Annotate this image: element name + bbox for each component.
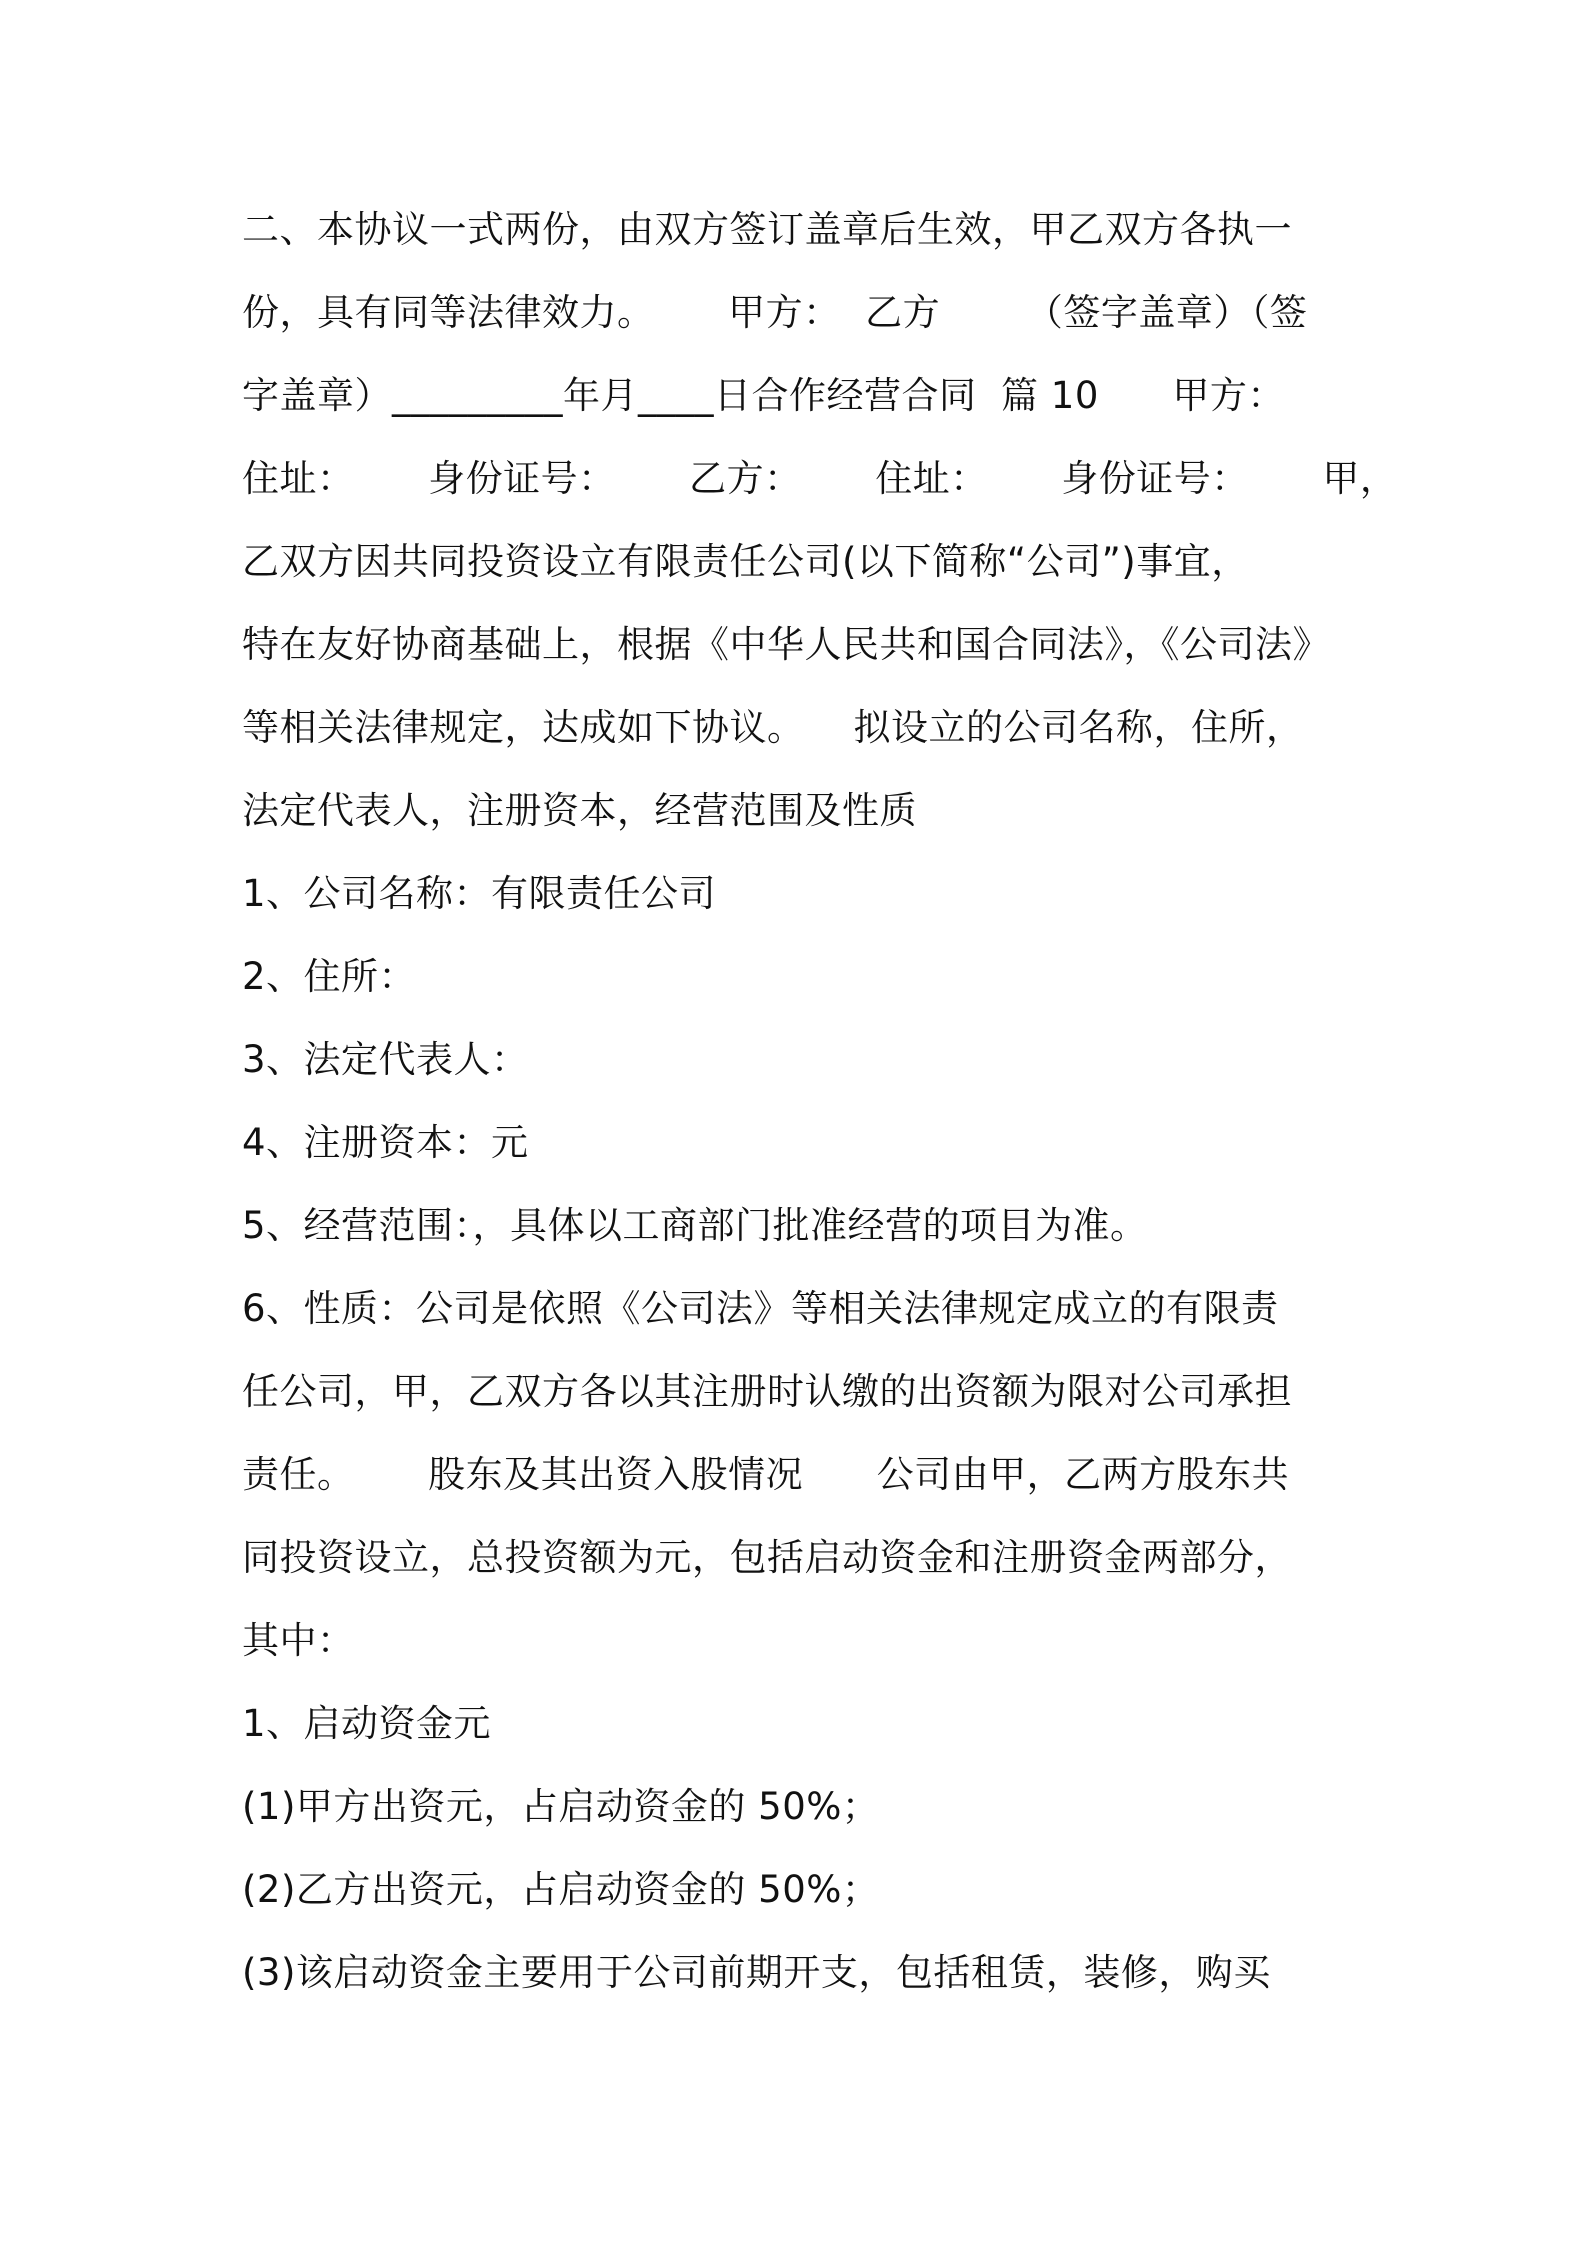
list-item: 2、住所：: [242, 955, 417, 998]
text-line: 责任。 股东及其出资入股情况 公司由甲，乙两方股东共: [242, 1453, 1290, 1496]
list-item: 3、法定代表人：: [242, 1038, 529, 1081]
list-item: 5、经营范围：，具体以工商部门批准经营的项目为准。: [242, 1204, 1148, 1247]
list-item: (3)该启动资金主要用于公司前期开支，包括租赁，装修，购买: [242, 1951, 1271, 1994]
text-line: 同投资设立，总投资额为元，包括启动资金和注册资金两部分，: [242, 1536, 1292, 1579]
text-line: 特在友好协商基础上，根据《中华人民共和国合同法》，《公司法》: [242, 623, 1330, 666]
list-item: 6、性质：公司是依照《公司法》等相关法律规定成立的有限责: [242, 1287, 1279, 1330]
text-line: 份，具有同等法律效力。 甲方： 乙方 （签字盖章）（签: [242, 291, 1308, 334]
list-item: (1)甲方出资元，占启动资金的 50%；: [242, 1785, 880, 1828]
list-item: (2)乙方出资元，占启动资金的 50%；: [242, 1868, 880, 1911]
text-line: 住址： 身份证号： 乙方： 住址： 身份证号： 甲，: [242, 457, 1398, 500]
list-item: 4、注册资本：元: [242, 1121, 529, 1164]
text-line: 乙双方因共同投资设立有限责任公司(以下简称“公司”)事宜，: [242, 540, 1249, 583]
text-line: 任公司，甲，乙双方各以其注册时认缴的出资额为限对公司承担: [242, 1370, 1292, 1413]
text-line: 字盖章）_________年月____日合作经营合同 篇 10 甲方：: [242, 374, 1285, 417]
text-line: 等相关法律规定，达成如下协议。 拟设立的公司名称，住所，: [242, 706, 1304, 749]
list-item: 1、启动资金元: [242, 1702, 492, 1745]
text-line: 其中：: [242, 1619, 355, 1662]
text-line: 法定代表人，注册资本，经营范围及性质: [242, 789, 917, 832]
text-line: 二、本协议一式两份，由双方签订盖章后生效，甲乙双方各执一: [242, 208, 1292, 251]
list-item: 1、公司名称：有限责任公司: [242, 872, 717, 915]
